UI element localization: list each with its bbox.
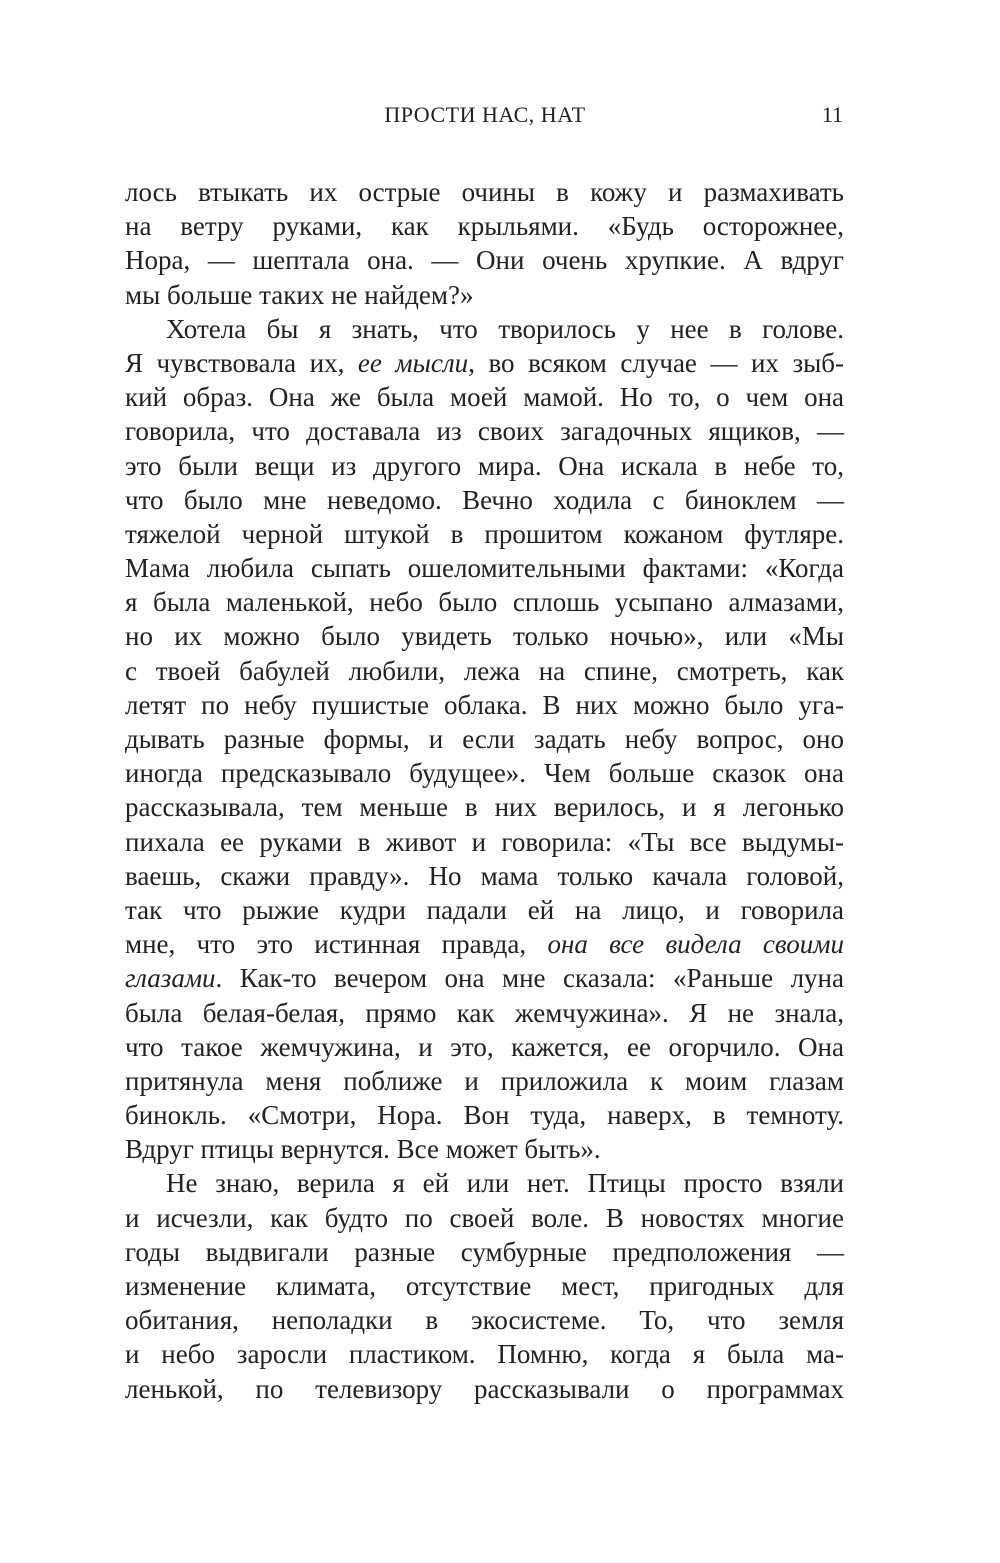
text-segment: дывать разные формы, и если задать небу вопрос, оно [125, 724, 844, 754]
text-line [125, 278, 844, 312]
text-segment: с твоей бабулей любили, лежа на спине, смотреть, как [125, 655, 844, 686]
text-line [125, 380, 844, 414]
page-number: 11 [821, 102, 843, 127]
text-segment: так что рыжие кудри падали ей на лицо, и говорила [125, 894, 844, 925]
text-line [125, 209, 844, 243]
text-segment: мы больше таких не найдем?» [125, 279, 474, 310]
text-segment: притянула меня поближе и приложила к моим глазам [125, 1065, 844, 1096]
text-segment: годы выдвигали разные сумбурные предположения — [125, 1236, 844, 1267]
text-segment: обитания, неполадки в экосистеме. То, что земля [125, 1305, 844, 1336]
text-line [125, 1337, 844, 1371]
text-segment: я была маленькой, небо было сплошь усыпано алмазами, [125, 587, 844, 618]
text-line [125, 825, 844, 859]
text-line [125, 585, 844, 619]
text-line [125, 243, 844, 277]
text-line [125, 996, 844, 1030]
text-segment: ваешь, скажи правду». Но мама только качала головой, [125, 860, 844, 891]
text-segment: и небо заросли пластиком. Помню, когда я была ма- [125, 1339, 844, 1370]
text-line [125, 414, 844, 448]
text-segment: , во всяком случае — их зыб- [468, 347, 844, 378]
text-line [125, 722, 844, 756]
text-line [125, 859, 844, 893]
text-segment: Вдруг птицы вернутся. Все может быть». [125, 1134, 601, 1165]
text-line [125, 175, 844, 209]
text-line [125, 927, 844, 961]
text-segment: Я чувствовала их, [125, 347, 358, 378]
text-segment: рассказывала, тем меньше в них верилось, и я легонько [125, 792, 844, 823]
text-line [125, 312, 844, 346]
text-segment: Нора, — шептала она. — Они очень хрупкие. А вдруг [125, 245, 844, 276]
text-segment: тяжелой черной штукой в прошитом кожаном футляре. [125, 518, 844, 549]
text-line [125, 619, 844, 653]
text-line [125, 1030, 844, 1064]
text-segment: была белая-белая, прямо как жемчужина». Я не знала, [125, 997, 844, 1028]
italic-text: она все видела своими [547, 929, 844, 960]
text-line [125, 483, 844, 517]
body-text [125, 175, 844, 1406]
text-segment: изменение климата, отсутствие мест, пригодных для [125, 1271, 844, 1301]
text-segment: говорила, что доставала из своих загадочных ящиков, — [125, 416, 844, 447]
text-line [125, 961, 844, 995]
text-segment: мне, что это истинная правда, [125, 929, 548, 960]
text-segment: что такое жемчужина, и это, кажется, ее огорчило. Она [125, 1031, 844, 1062]
text-line [125, 654, 844, 688]
text-line [125, 1235, 844, 1269]
text-line [125, 1166, 844, 1200]
text-segment: и исчезли, как будто по своей воле. В новостях многие [125, 1202, 844, 1233]
text-line [125, 1269, 844, 1303]
text-segment: Хотела бы я знать, что творилось у нее в голове. [166, 313, 844, 344]
text-line [125, 893, 844, 927]
text-segment: иногда предсказывало будущее». Чем больше сказок она [125, 758, 844, 789]
text-segment: бинокль. «Смотри, Нора. Вон туда, наверх, в темноту. [125, 1100, 844, 1131]
text-segment: летят по небу пушистые облака. В них можно было уга- [125, 689, 844, 720]
text-line [125, 756, 844, 790]
text-line [125, 688, 844, 722]
text-line [125, 1201, 844, 1235]
text-line [125, 1372, 844, 1406]
text-segment: Мама любила сыпать ошеломительными фактами: «Когда [125, 553, 844, 584]
text-line [125, 790, 844, 824]
text-line [125, 1303, 844, 1337]
text-segment: Не знаю, верила я ей или нет. Птицы просто взяли [166, 1168, 844, 1199]
text-segment: что было мне неведомо. Вечно ходила с биноклем — [125, 484, 844, 515]
text-segment: пихала ее руками в живот и говорила: «Ты все выдумы- [125, 826, 844, 857]
text-line [125, 449, 844, 483]
text-segment: но их можно было увидеть только ночью», или «Мы [125, 621, 844, 652]
text-line [125, 517, 844, 551]
text-line [125, 346, 844, 380]
text-segment: это были вещи из другого мира. Она искала в небе то, [125, 450, 844, 481]
italic-text: ее мысли [357, 347, 469, 378]
text-segment: на ветру руками, как крыльями. «Будь осторожнее, [125, 211, 844, 242]
text-line [125, 551, 844, 585]
text-line [125, 1064, 844, 1098]
text-line [125, 1132, 844, 1166]
text-segment: ленькой, по телевизору рассказывали о программах [125, 1373, 844, 1404]
italic-text: глазами [125, 963, 216, 994]
text-segment: кий образ. Она же была моей мамой. Но то, о чем она [125, 382, 844, 413]
text-segment: лось втыкать их острые очины в кожу и размахивать [125, 177, 844, 207]
text-segment: . Как-то вечером она мне сказала: «Раньше луна [215, 963, 844, 994]
text-line [125, 1098, 844, 1132]
running-head-title: ПРОСТИ НАС, НАТ [384, 102, 586, 127]
running-head [0, 102, 1000, 132]
